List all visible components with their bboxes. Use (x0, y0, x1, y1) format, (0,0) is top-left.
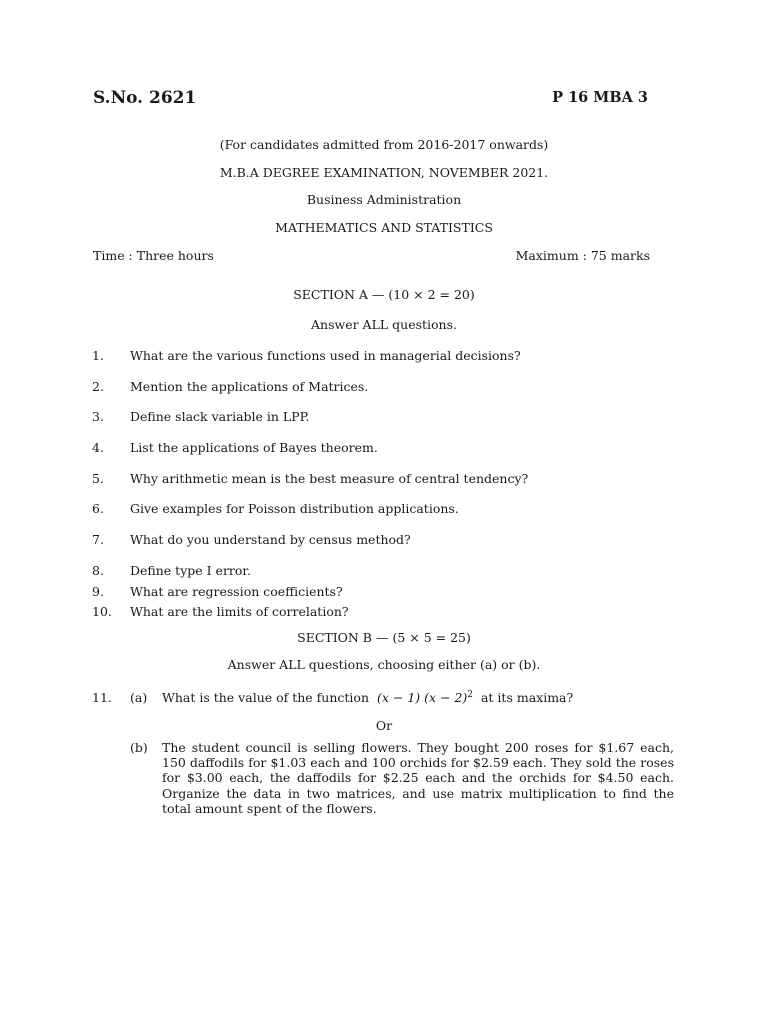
question-number: 3. (92, 409, 104, 424)
question-text: What are regression coefficients? (130, 584, 343, 599)
question-text: What are the limits of correlation? (130, 604, 349, 619)
question-text: Define type I error. (130, 563, 251, 578)
section-a-title: SECTION A — (10 × 2 = 20) (293, 287, 475, 302)
paper-code: P 16 MBA 3 (552, 89, 648, 106)
or-separator: Or (375, 718, 393, 733)
exam-duration: Time : Three hours (93, 248, 214, 263)
question-text: Define slack variable in LPP. (130, 409, 310, 424)
question-text: Give examples for Poisson distribution applications. (130, 501, 459, 516)
section-b-instruction: Answer ALL questions, choosing either (a) or (b). (227, 657, 541, 672)
serial-number: S.No. 2621 (93, 88, 197, 108)
question-text: Why arithmetic mean is the best measure of central tendency? (130, 471, 529, 486)
option-a-exponent: 2 (467, 690, 474, 700)
question-number: 7. (92, 532, 104, 547)
section-b-title: SECTION B — (5 × 5 = 25) (297, 630, 471, 645)
question-text: What do you understand by census method? (130, 532, 411, 547)
maximum-marks: Maximum : 75 marks (515, 248, 650, 263)
option-b-label: (b) (130, 740, 148, 755)
question-number: 8. (92, 563, 104, 578)
question-text: What are the various functions used in managerial decisions? (130, 348, 521, 363)
exam-title: M.B.A DEGREE EXAMINATION, NOVEMBER 2021. (219, 165, 549, 180)
section-a-instruction: Answer ALL questions. (311, 317, 457, 332)
question-number: 9. (92, 584, 104, 599)
option-a-label: (a) (130, 690, 148, 705)
question-number: 2. (92, 379, 104, 394)
eligibility-note: (For candidates admitted from 2016-2017 onwards) (219, 137, 549, 152)
question-text: Mention the applications of Matrices. (130, 379, 369, 394)
question-number: 6. (92, 501, 104, 516)
question-number: 10. (92, 604, 112, 619)
option-a-text-after: at its maxima? (480, 690, 574, 706)
question-number: 5. (92, 471, 104, 486)
question-number: 4. (92, 440, 104, 455)
subject-title: MATHEMATICS AND STATISTICS (275, 220, 493, 235)
option-b-text: The student council is selling flowers. They bought 200 roses for $1.67 each, 150 daffodils for $1.03 each and 100 orchids for $2.59 each. They sold the roses for $3.00 each, the daffodils for $2.25 each and the orchids for $4.50 each. Organize the data in two matrices, and use matrix multiplication to find the total amount spent of the flowers. (162, 740, 674, 816)
programme-name: Business Administration (306, 192, 462, 207)
question-number: 11. (92, 690, 112, 705)
question-number: 1. (92, 348, 104, 363)
option-a-expression: (x − 1) (x − 2) (376, 690, 468, 706)
question-text: List the applications of Bayes theorem. (130, 440, 378, 455)
option-a-text-before: What is the value of the function (162, 690, 370, 706)
option-a-text (162, 690, 573, 705)
